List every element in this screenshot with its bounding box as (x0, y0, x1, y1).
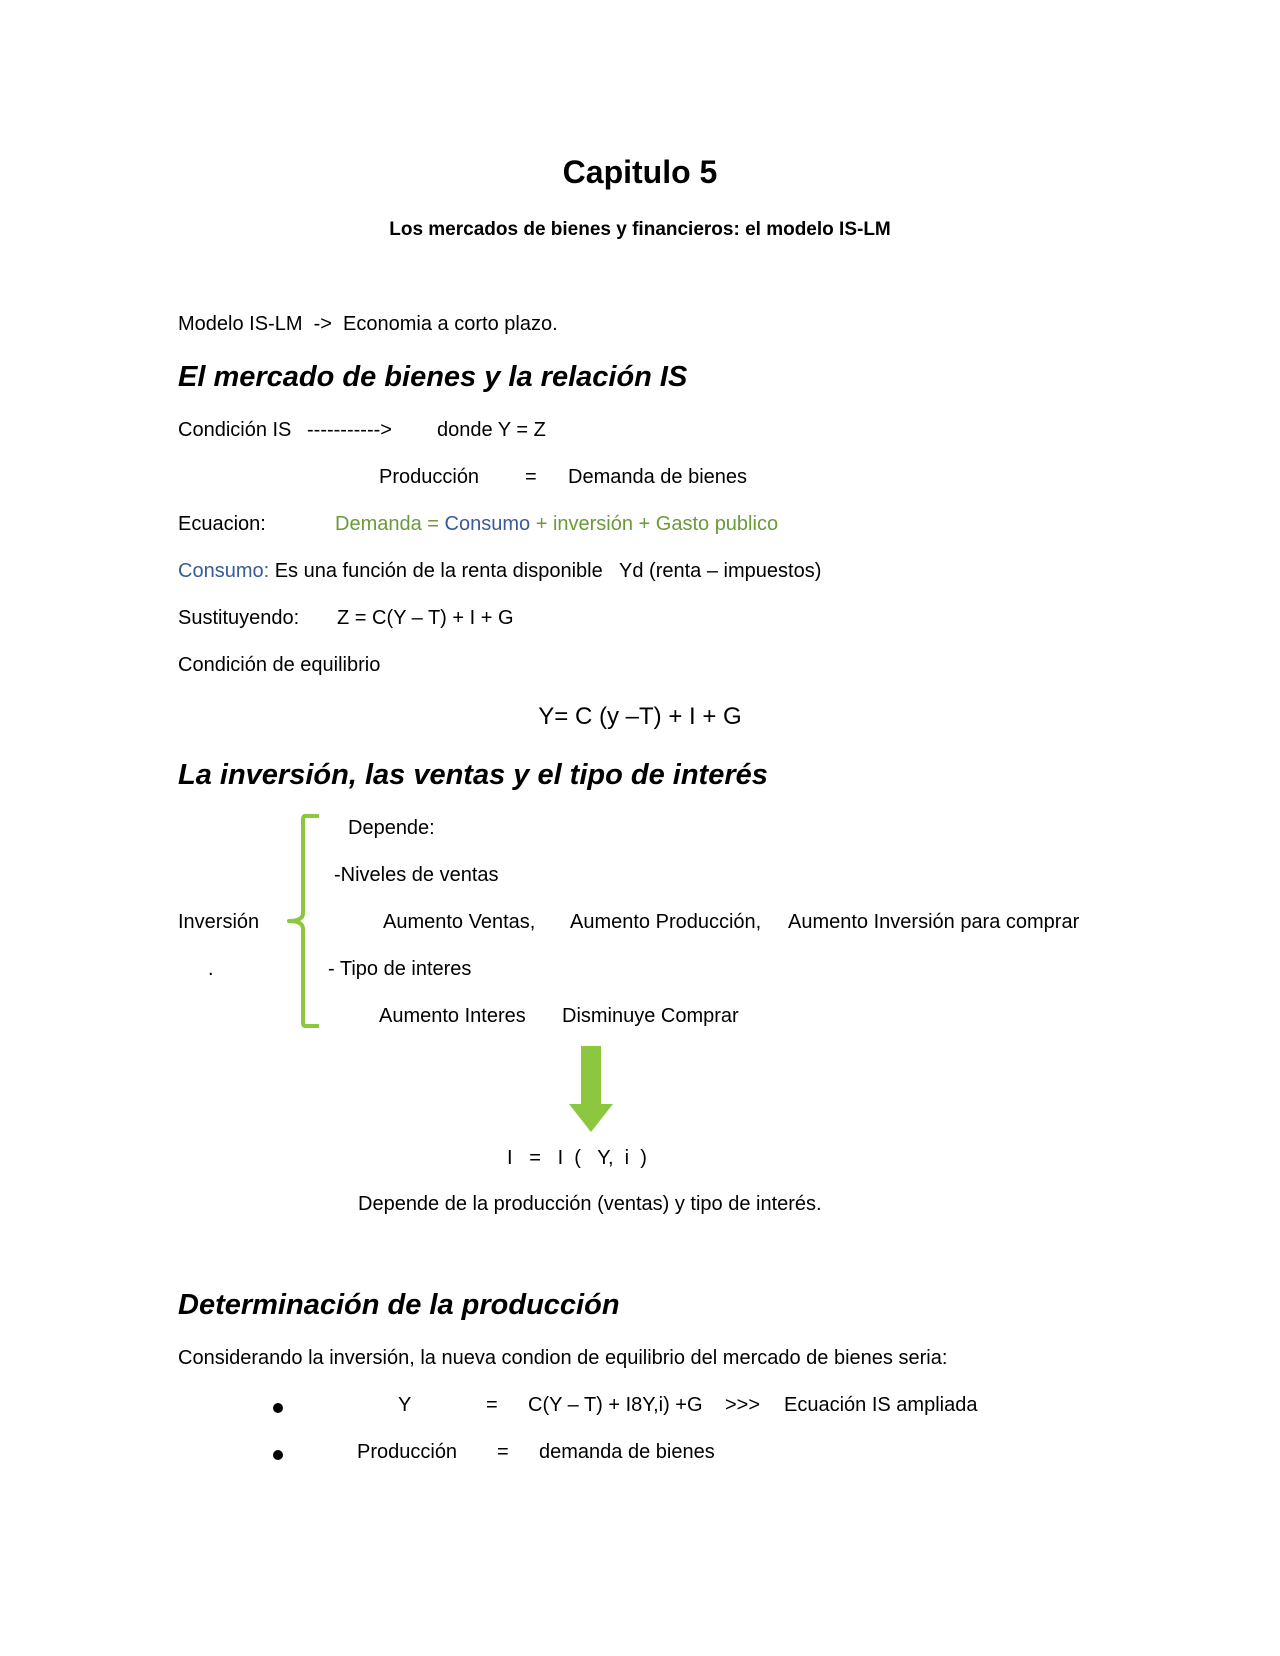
equilibrio-label: Condición de equilibrio (178, 654, 381, 676)
bullet1-arrows: >>> (725, 1394, 761, 1416)
equilibrio-equation: Y= C (y –T) + I + G (538, 703, 742, 730)
demanda-label: Demanda de bienes (568, 466, 748, 488)
aumento-ventas: Aumento Ventas, (383, 911, 536, 933)
depende-label: Depende: (348, 817, 435, 839)
ecuacion-demanda: Demanda = (335, 513, 439, 535)
down-arrow-icon (569, 1046, 613, 1132)
aumento-inversion: Aumento Inversión para comprar (788, 911, 1080, 933)
bullet2-equals: = (497, 1441, 509, 1463)
sustituyendo-eq: Z = C(Y – T) + I + G (337, 607, 514, 629)
produccion-intro: Considerando la inversión, la nueva condion de equilibrio del mercado de bienes seria: (178, 1347, 948, 1369)
consumo-text: Es una función de la renta disponible Yd (renta – impuestos) (274, 560, 822, 582)
page-subtitle: Los mercados de bienes y financieros: el modelo IS-LM (389, 219, 891, 240)
intro-line: Modelo IS-LM -> Economia a corto plazo. (178, 313, 558, 335)
bullet-2 (273, 1450, 283, 1460)
bullet2-lhs: Producción (357, 1441, 458, 1463)
bullet1-y: Y (398, 1394, 412, 1416)
ecuacion-rest: + inversión + Gasto publico (535, 513, 779, 535)
section-heading-inversion: La inversión, las ventas y el tipo de interés (178, 759, 768, 791)
disminuye-comprar: Disminuye Comprar (562, 1005, 739, 1027)
condicion-is-label: Condición IS (178, 419, 292, 441)
section-heading-is: El mercado de bienes y la relación IS (178, 361, 688, 393)
condicion-is-arrow: -----------> (307, 419, 392, 441)
bullet2-rhs: demanda de bienes (539, 1441, 715, 1463)
tipo-interes: - Tipo de interes (328, 958, 472, 980)
bullet-1 (273, 1403, 283, 1413)
niveles-ventas: -Niveles de ventas (334, 864, 499, 886)
bullet1-label: Ecuación IS ampliada (784, 1394, 978, 1416)
bullet1-rhs: C(Y – T) + I8Y,i) +G (528, 1394, 703, 1416)
aumento-interes: Aumento Interes (379, 1005, 526, 1027)
consumo-label: Consumo: (178, 560, 270, 582)
ecuacion-formula (335, 512, 778, 536)
section-heading-produccion: Determinación de la producción (178, 1289, 620, 1321)
curly-brace-icon (283, 812, 323, 1030)
stray-dot: . (208, 958, 214, 980)
consumo-line (178, 559, 821, 583)
inversion-label: Inversión (178, 911, 260, 933)
produccion-label: Producción (379, 466, 480, 488)
ecuacion-consumo: Consumo (444, 513, 531, 535)
sustituyendo-label: Sustituyendo: (178, 607, 300, 629)
aumento-produccion: Aumento Producción, (570, 911, 762, 933)
page-title: Capitulo 5 (562, 154, 718, 190)
condicion-is-value: donde Y = Z (437, 419, 546, 441)
bullet1-equals: = (486, 1394, 498, 1416)
ecuacion-label: Ecuacion: (178, 513, 266, 535)
inversion-formula: I = I ( Y, i ) (507, 1147, 647, 1169)
produccion-equals: = (525, 466, 537, 488)
inversion-formula-desc: Depende de la producción (ventas) y tipo de interés. (358, 1193, 822, 1215)
